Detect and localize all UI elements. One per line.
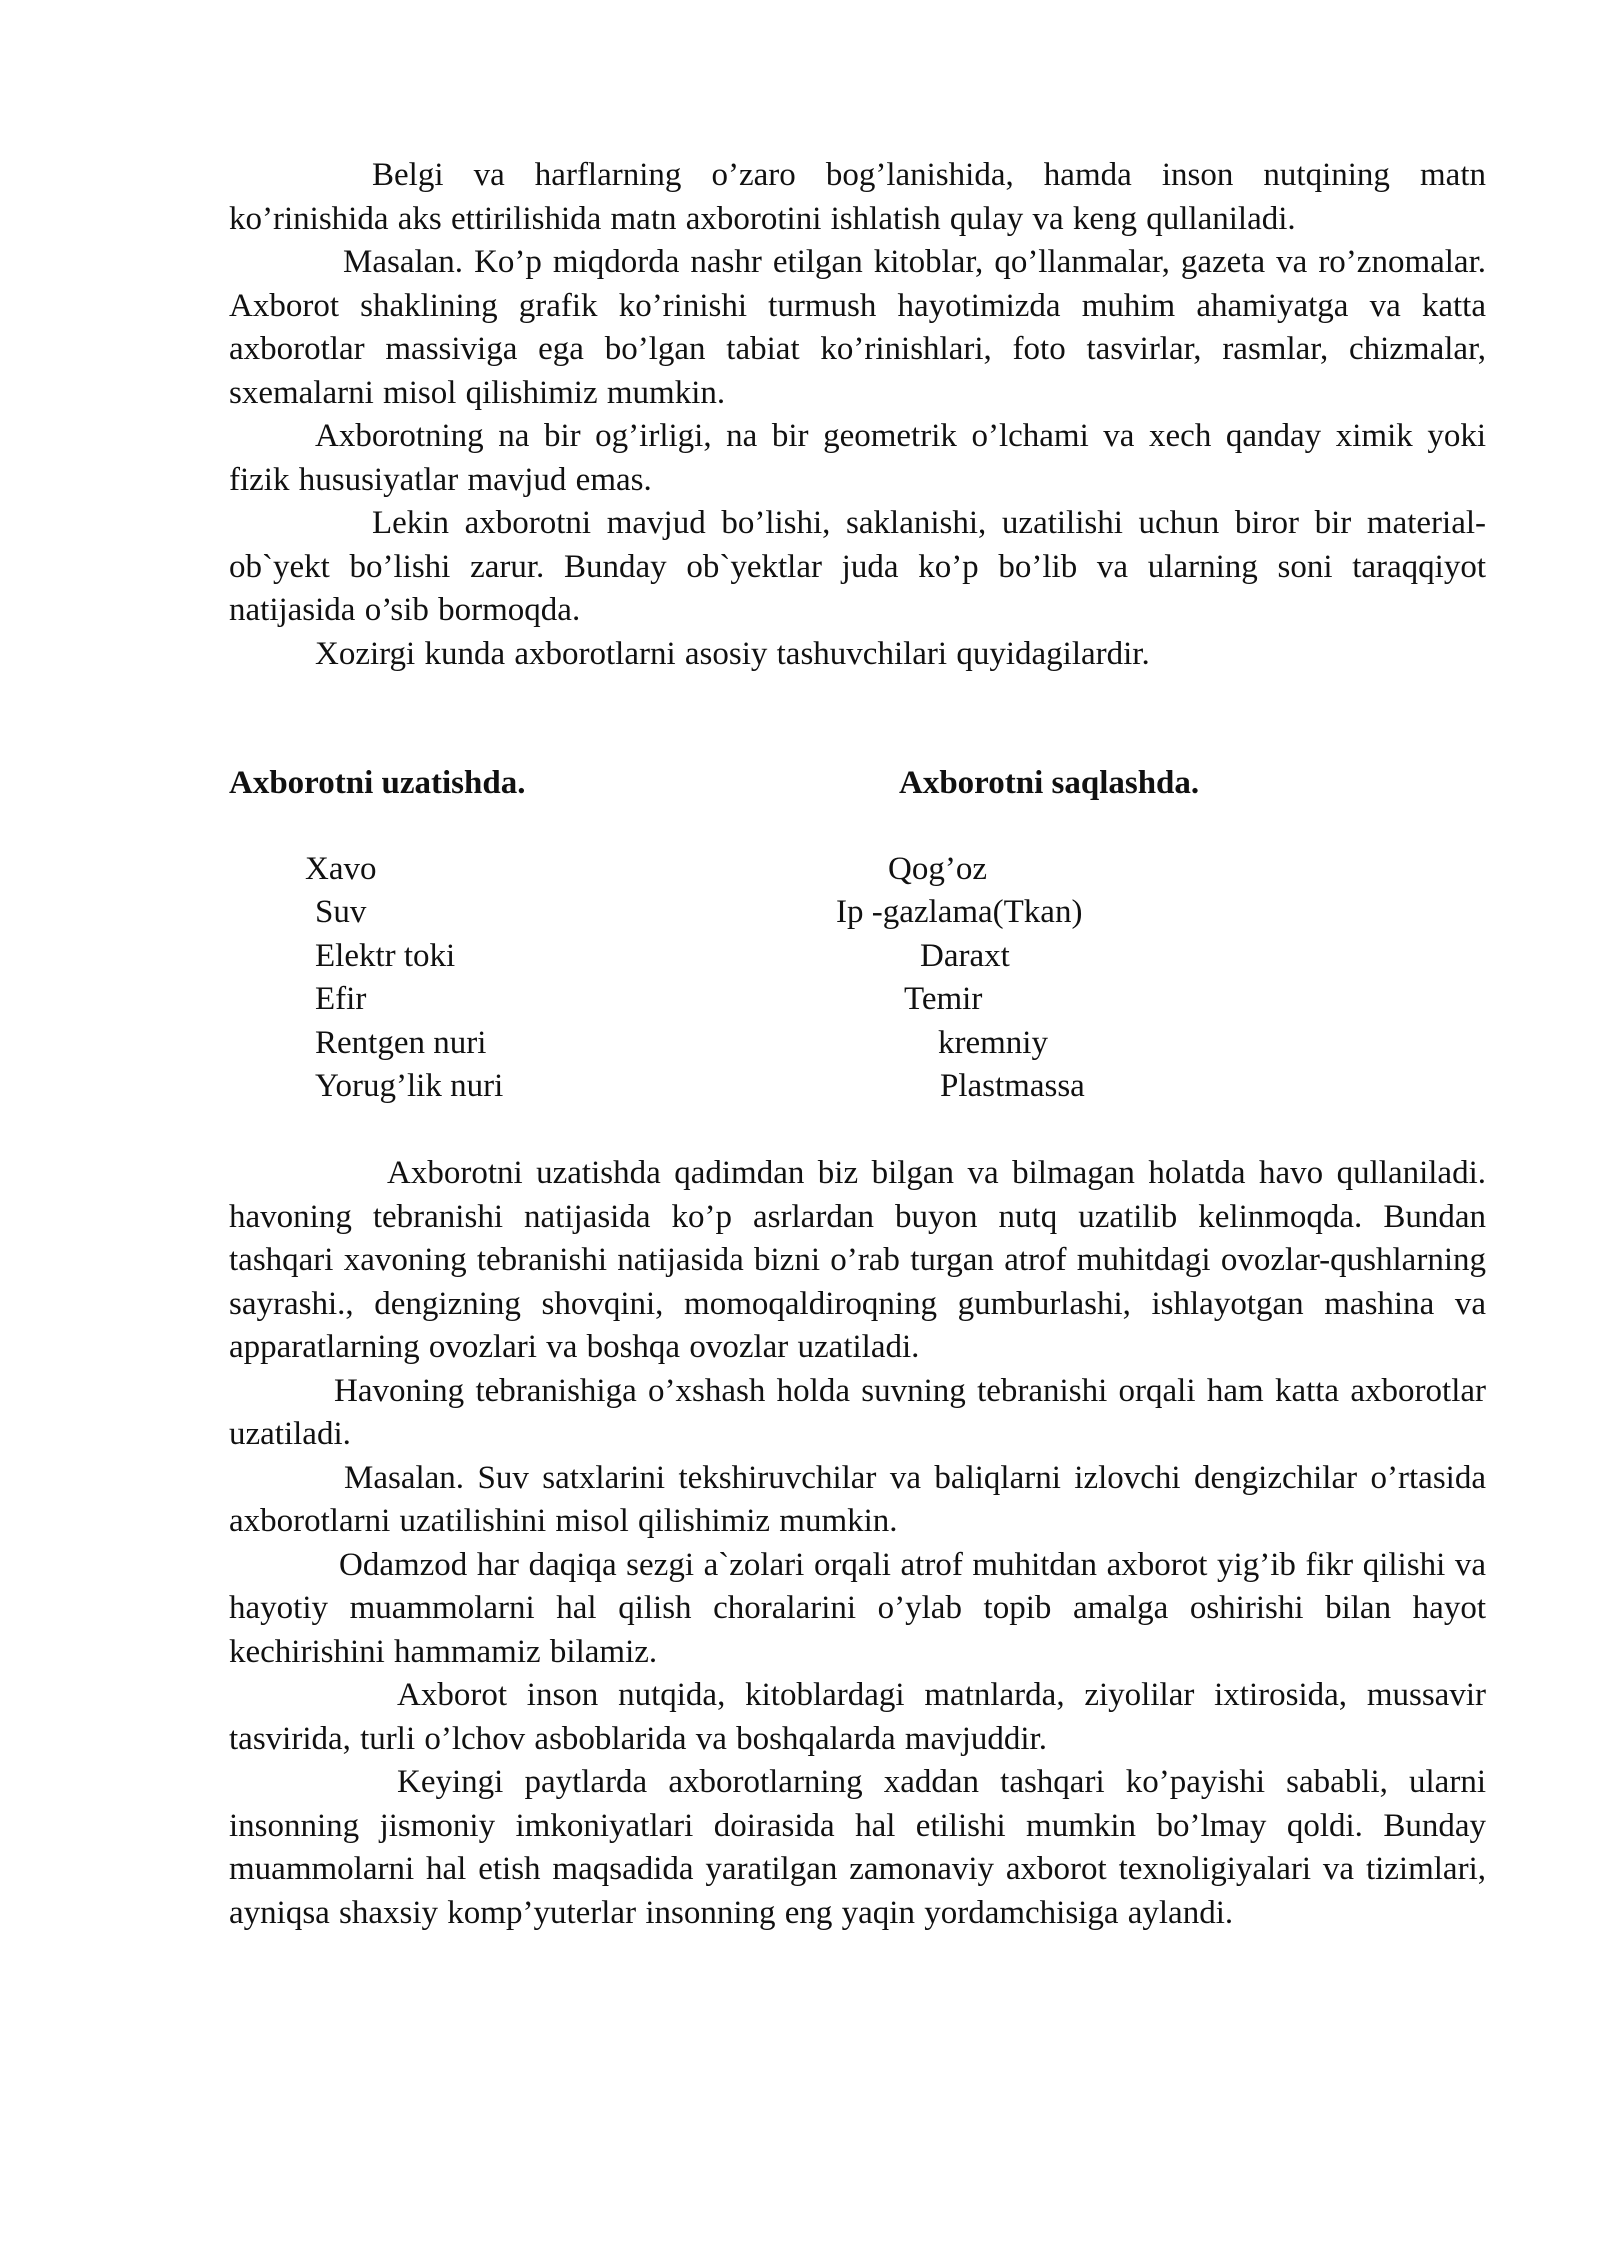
body-paragraph-3: Masalan. Suv satxlarini tekshiruvchilar va baliqlarni izlovchi dengizchilar o’rtasida axborotlarni uzatilishini misol qilishimiz mumkin.	[229, 1459, 1486, 1539]
body-paragraph-4: Odamzod har daqiqa sezgi a`zolari orqali atrof muhitdan axborot yig’ib fikr qilishi va hayotiy muammolarni hal qilish choralarini o’ylab topib amalga oshirishi bilan hayot kechirishini hammamiz bilamiz.	[229, 1546, 1486, 1670]
body-section	[229, 1152, 1486, 1935]
transmit-item: Xavo	[305, 851, 377, 887]
intro-paragraph-4: Lekin axborotni mavjud bo’lishi, saklanishi, uzatilishi uchun biror bir material-ob`yekt bo’lishi zarur. Bunday ob`yektlar juda ko’p bo’lib va ularning soni taraqqiyot natijasida o’sib bormoqda.	[229, 505, 1486, 628]
transmit-item: Yorug’lik nuri	[315, 1068, 504, 1104]
storage-item: Plastmassa	[940, 1068, 1085, 1104]
storage-item: Daraxt	[920, 938, 1010, 974]
intro-paragraph-2: Masalan. Ko’p miqdorda nashr etilgan kitoblar, qo’llanmalar, gazeta va ro’znomalar. Axborot shaklining grafik ko’rinishi turmush hayotimizda muhim ahamiyatga va katta axborotlar massiviga ega bo’lgan tabiat ko’rinishlari, foto tasvirlar, rasmlar, chizmalar, sxemalarni misol qilishimiz mumkin.	[229, 244, 1486, 411]
body-paragraph-2: Havoning tebranishiga o’xshash holda suvning tebranishi orqali ham katta axborotlar uzatiladi.	[229, 1372, 1486, 1452]
intro-paragraph-3: Axborotning na bir og’irligi, na bir geometrik o’lchami va xech qanday ximik yoki fizik hususiyatlar mavjud emas.	[229, 418, 1486, 498]
transmit-item: Efir	[315, 981, 367, 1017]
storage-heading: Axborotni saqlashda.	[899, 765, 1200, 801]
storage-item: kremniy	[938, 1025, 1048, 1061]
intro-paragraph-1: Belgi va harflarning o’zaro bog’lanishida, hamda inson nutqining matn ko’rinishida aks ettirilishida matn axborotini ishlatish qulay va keng qullaniladi.	[229, 157, 1486, 237]
storage-item: Ip -gazlama(Tkan)	[836, 894, 1083, 930]
intro-paragraph-5: Xozirgi kunda axborotlarni asosiy tashuvchilari quyidagilardir.	[315, 635, 1150, 672]
body-paragraph-6: Keyingi paytlarda axborotlarning xaddan tashqari ko’payishi sababli, ularni insonning jismoniy imkoniyatlari doirasida hal etilishi mumkin bo’lmay qoldi. Bunday muammolarni hal etish maqsadida yaratilgan zamonaviy axborot texnoligiyalari va tizimlari, ayniqsa shaxsiy komp’yuterlar insonning eng yaqin yordamchisiga aylandi.	[229, 1764, 1486, 1931]
transmit-item: Suv	[315, 894, 367, 930]
storage-item: Qog’oz	[888, 851, 987, 887]
transmit-item: Elektr toki	[315, 938, 456, 974]
intro-section	[229, 154, 1486, 676]
transmit-heading: Axborotni uzatishda.	[229, 765, 526, 801]
storage-item: Temir	[904, 981, 983, 1017]
body-paragraph-5: Axborot inson nutqida, kitoblardagi matnlarda, ziyolilar ixtirosida, mussavir tasvirida, turli o’lchov asboblarida va boshqalarda mavjuddir.	[229, 1677, 1486, 1757]
body-paragraph-1: Axborotni uzatishda qadimdan biz bilgan va bilmagan holatda havo qullaniladi. havoning tebranishi natijasida ko’p asrlardan buyon nutq uzatilib kelinmoqda. Bundan tashqari xavoning tebranishi natijasida bizni o’rab turgan atrof muhitdagi ovozlar-qushlarning sayrashi., dengizning shovqini, momoqaldiroqning gumburlashi, ishlayotgan mashina va apparatlarning ovozlari va boshqa ovozlar uzatiladi.	[229, 1155, 1486, 1365]
transmit-item: Rentgen nuri	[315, 1025, 487, 1061]
